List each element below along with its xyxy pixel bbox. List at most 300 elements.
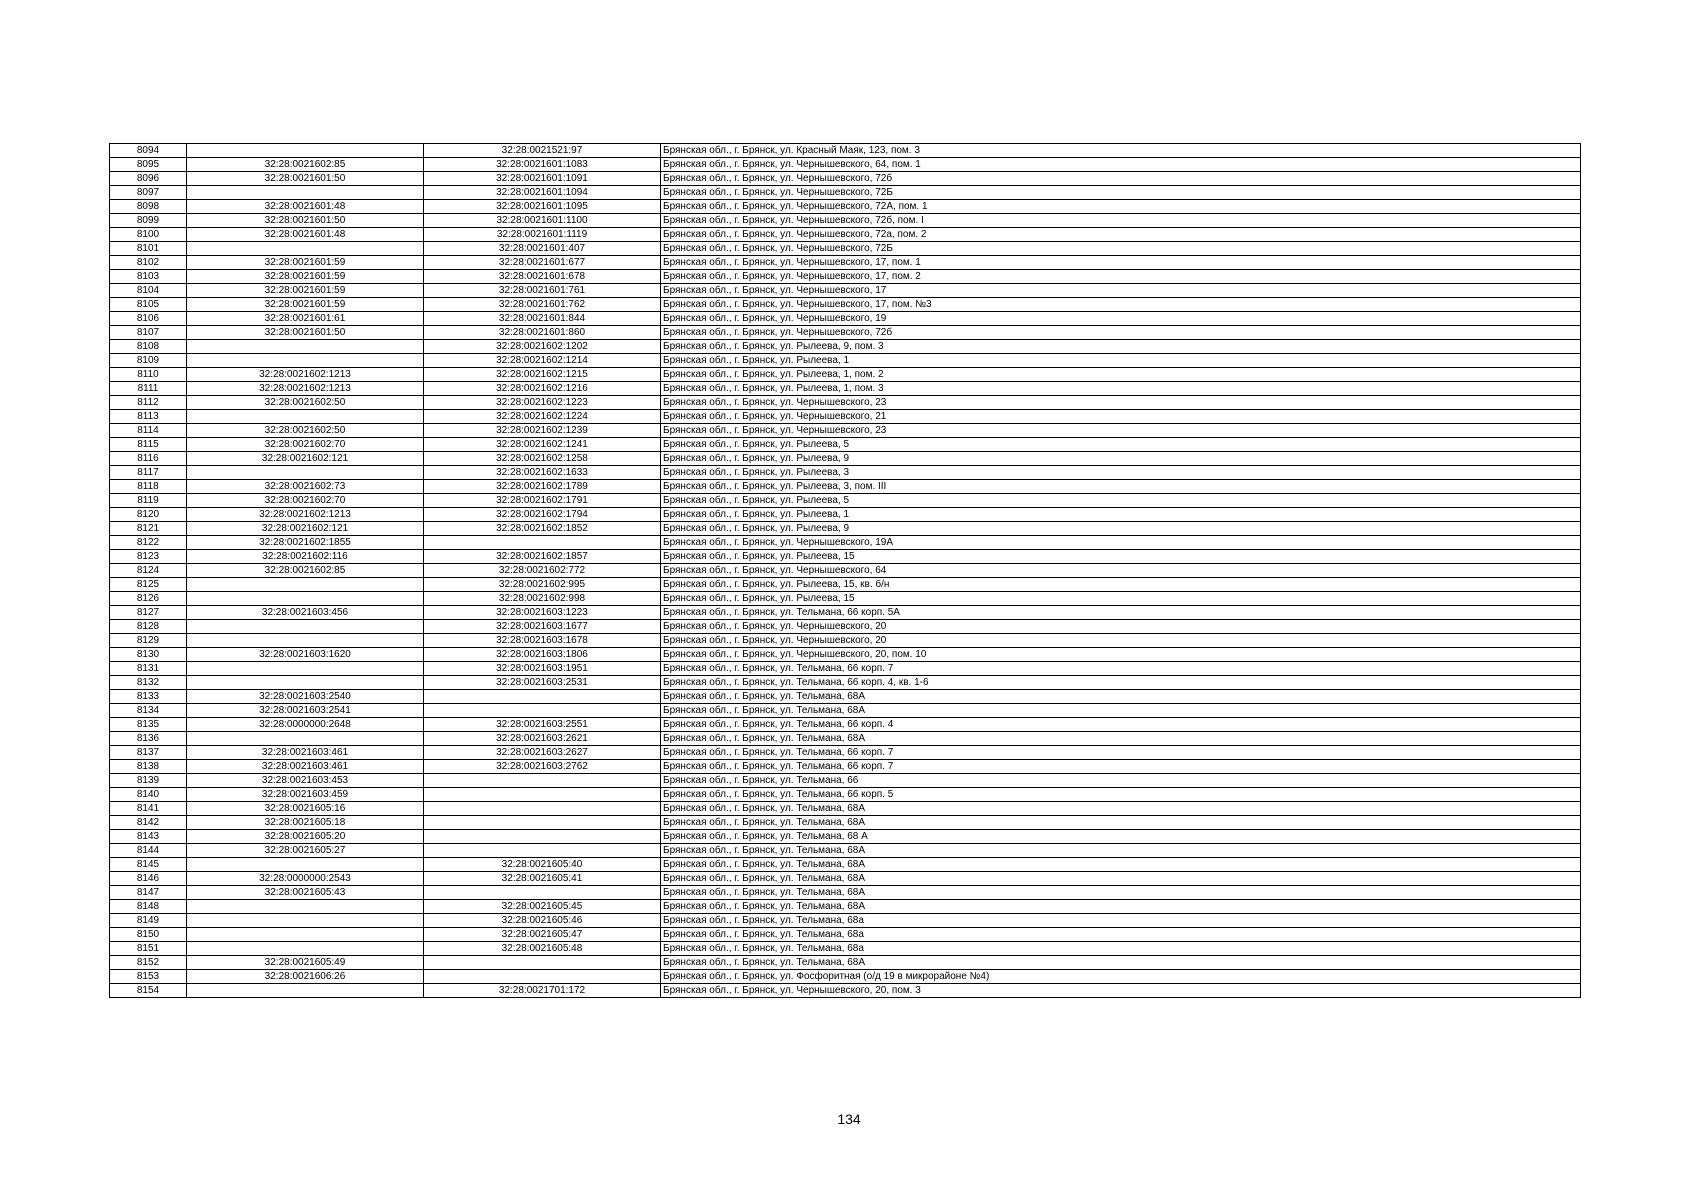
cadastral-number-cell: 32:28:0021605:49 [187,956,424,970]
row-number-cell: 8124 [110,564,187,578]
row-number-cell: 8120 [110,508,187,522]
cadastral-number-cell: 32:28:0021603:456 [187,606,424,620]
cadastral-number-cell: 32:28:0021601:50 [187,214,424,228]
address-cell: Брянская обл., г. Брянск, ул. Тельмана, 68А [661,956,1581,970]
cadastral-number-cell: 32:28:0021605:20 [187,830,424,844]
cadastral-number-cell [187,340,424,354]
row-number-cell: 8129 [110,634,187,648]
row-number-cell: 8095 [110,158,187,172]
cadastral-number-cell: 32:28:0021601:59 [187,270,424,284]
object-cadastral-number-cell: 32:28:0021603:1223 [424,606,661,620]
cadastral-number-cell: 32:28:0021601:48 [187,228,424,242]
object-cadastral-number-cell [424,830,661,844]
object-cadastral-number-cell: 32:28:0021603:1678 [424,634,661,648]
cadastral-number-cell: 32:28:0021602:121 [187,452,424,466]
address-cell: Брянская обл., г. Брянск, ул. Чернышевского, 20 [661,620,1581,634]
row-number-cell: 8135 [110,718,187,732]
cadastral-number-cell: 32:28:0021605:18 [187,816,424,830]
table-row [110,802,1581,816]
cadastral-number-cell: 32:28:0021602:70 [187,494,424,508]
object-cadastral-number-cell: 32:28:0021602:1216 [424,382,661,396]
table-row [110,354,1581,368]
row-number-cell: 8145 [110,858,187,872]
row-number-cell: 8153 [110,970,187,984]
address-cell: Брянская обл., г. Брянск, ул. Чернышевского, 72Б [661,186,1581,200]
cadastral-number-cell [187,592,424,606]
address-cell: Брянская обл., г. Брянск, ул. Фосфоритная (о/д 19 в микрорайоне №4) [661,970,1581,984]
row-number-cell: 8104 [110,284,187,298]
address-cell: Брянская обл., г. Брянск, ул. Тельмана, 66 [661,774,1581,788]
object-cadastral-number-cell [424,816,661,830]
address-cell: Брянская обл., г. Брянск, ул. Чернышевского, 72б, пом. I [661,214,1581,228]
row-number-cell: 8101 [110,242,187,256]
address-cell: Брянская обл., г. Брянск, ул. Тельмана, 68 А [661,830,1581,844]
cadastral-number-cell: 32:28:0021601:61 [187,312,424,326]
object-cadastral-number-cell: 32:28:0021602:1214 [424,354,661,368]
address-cell: Брянская обл., г. Брянск, ул. Чернышевского, 19А [661,536,1581,550]
address-cell: Брянская обл., г. Брянск, ул. Тельмана, 66 корп. 7 [661,746,1581,760]
cadastral-number-cell: 32:28:0021602:116 [187,550,424,564]
table-row [110,382,1581,396]
table-row [110,662,1581,676]
address-cell: Брянская обл., г. Брянск, ул. Рылеева, 3 [661,466,1581,480]
cadastral-number-cell: 32:28:0021603:2541 [187,704,424,718]
page-number: 134 [837,1111,861,1127]
row-number-cell: 8097 [110,186,187,200]
object-cadastral-number-cell [424,774,661,788]
cadastral-number-cell [187,914,424,928]
table-row [110,326,1581,340]
cadastral-number-cell: 32:28:0021601:50 [187,172,424,186]
address-cell: Брянская обл., г. Брянск, ул. Рылеева, 1 [661,508,1581,522]
table-row [110,284,1581,298]
cadastral-number-cell [187,186,424,200]
table-row [110,704,1581,718]
table-row [110,970,1581,984]
address-cell: Брянская обл., г. Брянск, ул. Чернышевского, 64, пом. 1 [661,158,1581,172]
table-row [110,956,1581,970]
cadastral-number-cell [187,984,424,998]
cadastral-number-cell: 32:28:0021605:43 [187,886,424,900]
address-cell: Брянская обл., г. Брянск, ул. Тельмана, 68А [661,900,1581,914]
object-cadastral-number-cell: 32:28:0021602:1202 [424,340,661,354]
object-cadastral-number-cell: 32:28:0021601:1083 [424,158,661,172]
table-row [110,774,1581,788]
table-row [110,242,1581,256]
table-row [110,452,1581,466]
table-row [110,550,1581,564]
cadastral-number-cell: 32:28:0000000:2648 [187,718,424,732]
row-number-cell: 8126 [110,592,187,606]
cadastral-number-cell [187,354,424,368]
registry-table [109,143,1581,998]
address-cell: Брянская обл., г. Брянск, ул. Чернышевского, 17, пом. 2 [661,270,1581,284]
object-cadastral-number-cell: 32:28:0021603:2621 [424,732,661,746]
object-cadastral-number-cell [424,536,661,550]
address-cell: Брянская обл., г. Брянск, ул. Тельмана, 68А [661,732,1581,746]
object-cadastral-number-cell: 32:28:0021605:40 [424,858,661,872]
table-row [110,312,1581,326]
address-cell: Брянская обл., г. Брянск, ул. Чернышевского, 21 [661,410,1581,424]
row-number-cell: 8147 [110,886,187,900]
address-cell: Брянская обл., г. Брянск, ул. Рылеева, 5 [661,438,1581,452]
row-number-cell: 8127 [110,606,187,620]
object-cadastral-number-cell: 32:28:0021601:1119 [424,228,661,242]
table-row [110,536,1581,550]
object-cadastral-number-cell: 32:28:0021603:2531 [424,676,661,690]
table-row [110,494,1581,508]
object-cadastral-number-cell: 32:28:0021602:998 [424,592,661,606]
address-cell: Брянская обл., г. Брянск, ул. Рылеева, 9 [661,522,1581,536]
cadastral-number-cell [187,620,424,634]
object-cadastral-number-cell: 32:28:0021602:1852 [424,522,661,536]
cadastral-number-cell: 32:28:0021603:453 [187,774,424,788]
address-cell: Брянская обл., г. Брянск, ул. Тельмана, 68а [661,914,1581,928]
object-cadastral-number-cell: 32:28:0021602:1789 [424,480,661,494]
row-number-cell: 8143 [110,830,187,844]
cadastral-number-cell [187,662,424,676]
row-number-cell: 8119 [110,494,187,508]
address-cell: Брянская обл., г. Брянск, ул. Чернышевского, 17, пом. №3 [661,298,1581,312]
table-row [110,158,1581,172]
object-cadastral-number-cell: 32:28:0021602:1633 [424,466,661,480]
row-number-cell: 8144 [110,844,187,858]
address-cell: Брянская обл., г. Брянск, ул. Чернышевского, 72б [661,172,1581,186]
row-number-cell: 8096 [110,172,187,186]
table-row [110,340,1581,354]
address-cell: Брянская обл., г. Брянск, ул. Тельмана, 68а [661,928,1581,942]
table-row [110,410,1581,424]
cadastral-number-cell [187,900,424,914]
row-number-cell: 8123 [110,550,187,564]
object-cadastral-number-cell [424,690,661,704]
cadastral-number-cell: 32:28:0021601:48 [187,200,424,214]
cadastral-number-cell [187,578,424,592]
cadastral-number-cell: 32:28:0021603:2540 [187,690,424,704]
address-cell: Брянская обл., г. Брянск, ул. Рылеева, 5 [661,494,1581,508]
row-number-cell: 8142 [110,816,187,830]
object-cadastral-number-cell: 32:28:0021601:677 [424,256,661,270]
row-number-cell: 8102 [110,256,187,270]
address-cell: Брянская обл., г. Брянск, ул. Рылеева, 15, кв. б/н [661,578,1581,592]
object-cadastral-number-cell: 32:28:0021603:1677 [424,620,661,634]
address-cell: Брянская обл., г. Брянск, ул. Рылеева, 15 [661,550,1581,564]
object-cadastral-number-cell: 32:28:0021602:1258 [424,452,661,466]
cadastral-number-cell: 32:28:0021602:50 [187,424,424,438]
address-cell: Брянская обл., г. Брянск, ул. Тельмана, 66 корп. 5А [661,606,1581,620]
address-cell: Брянская обл., г. Брянск, ул. Рылеева, 15 [661,592,1581,606]
row-number-cell: 8138 [110,760,187,774]
object-cadastral-number-cell: 32:28:0021602:1794 [424,508,661,522]
table-row [110,914,1581,928]
row-number-cell: 8136 [110,732,187,746]
table-row [110,606,1581,620]
cadastral-number-cell: 32:28:0021605:27 [187,844,424,858]
row-number-cell: 8148 [110,900,187,914]
address-cell: Брянская обл., г. Брянск, ул. Тельмана, 68А [661,704,1581,718]
address-cell: Брянская обл., г. Брянск, ул. Чернышевского, 20, пом. 10 [661,648,1581,662]
table-row [110,200,1581,214]
object-cadastral-number-cell: 32:28:0021605:46 [424,914,661,928]
table-row [110,592,1581,606]
cadastral-number-cell: 32:28:0021603:459 [187,788,424,802]
row-number-cell: 8103 [110,270,187,284]
address-cell: Брянская обл., г. Брянск, ул. Тельмана, 68а [661,942,1581,956]
object-cadastral-number-cell: 32:28:0021602:1857 [424,550,661,564]
object-cadastral-number-cell: 32:28:0021603:2551 [424,718,661,732]
object-cadastral-number-cell [424,956,661,970]
object-cadastral-number-cell: 32:28:0021602:1239 [424,424,661,438]
row-number-cell: 8132 [110,676,187,690]
row-number-cell: 8098 [110,200,187,214]
cadastral-number-cell: 32:28:0021602:1213 [187,382,424,396]
object-cadastral-number-cell: 32:28:0021602:1241 [424,438,661,452]
table-row [110,508,1581,522]
row-number-cell: 8130 [110,648,187,662]
table-row [110,368,1581,382]
cadastral-number-cell: 32:28:0021602:121 [187,522,424,536]
row-number-cell: 8149 [110,914,187,928]
address-cell: Брянская обл., г. Брянск, ул. Рылеева, 1, пом. 3 [661,382,1581,396]
object-cadastral-number-cell: 32:28:0021602:1223 [424,396,661,410]
table-row [110,788,1581,802]
row-number-cell: 8134 [110,704,187,718]
row-number-cell: 8146 [110,872,187,886]
cadastral-number-cell: 32:28:0021602:70 [187,438,424,452]
cadastral-number-cell [187,928,424,942]
address-cell: Брянская обл., г. Брянск, ул. Тельмана, 66 корп. 4 [661,718,1581,732]
object-cadastral-number-cell: 32:28:0021605:48 [424,942,661,956]
cadastral-number-cell: 32:28:0021603:461 [187,746,424,760]
object-cadastral-number-cell: 32:28:0021602:1215 [424,368,661,382]
table-row [110,928,1581,942]
address-cell: Брянская обл., г. Брянск, ул. Чернышевского, 64 [661,564,1581,578]
row-number-cell: 8099 [110,214,187,228]
row-number-cell: 8100 [110,228,187,242]
address-cell: Брянская обл., г. Брянск, ул. Чернышевского, 17 [661,284,1581,298]
address-cell: Брянская обл., г. Брянск, ул. Чернышевского, 23 [661,424,1581,438]
address-cell: Брянская обл., г. Брянск, ул. Чернышевского, 20 [661,634,1581,648]
table-row [110,256,1581,270]
table-row [110,522,1581,536]
object-cadastral-number-cell: 32:28:0021602:772 [424,564,661,578]
table-row [110,214,1581,228]
row-number-cell: 8115 [110,438,187,452]
cadastral-number-cell [187,242,424,256]
address-cell: Брянская обл., г. Брянск, ул. Красный Маяк, 123, пом. 3 [661,144,1581,158]
cadastral-number-cell: 32:28:0021602:73 [187,480,424,494]
address-cell: Брянская обл., г. Брянск, ул. Чернышевского, 72б [661,326,1581,340]
row-number-cell: 8113 [110,410,187,424]
row-number-cell: 8139 [110,774,187,788]
address-cell: Брянская обл., г. Брянск, ул. Рылеева, 3, пом. III [661,480,1581,494]
row-number-cell: 8133 [110,690,187,704]
row-number-cell: 8121 [110,522,187,536]
cadastral-number-cell [187,634,424,648]
table-row [110,424,1581,438]
table-row [110,886,1581,900]
object-cadastral-number-cell: 32:28:0021603:2762 [424,760,661,774]
address-cell: Брянская обл., г. Брянск, ул. Тельмана, 68А [661,872,1581,886]
address-cell: Брянская обл., г. Брянск, ул. Тельмана, 68А [661,886,1581,900]
object-cadastral-number-cell: 32:28:0021601:1100 [424,214,661,228]
address-cell: Брянская обл., г. Брянск, ул. Рылеева, 9, пом. 3 [661,340,1581,354]
table-row [110,648,1581,662]
address-cell: Брянская обл., г. Брянск, ул. Тельмана, 66 корп. 4, кв. 1-6 [661,676,1581,690]
object-cadastral-number-cell: 32:28:0021601:1095 [424,200,661,214]
table-row [110,844,1581,858]
cadastral-number-cell [187,676,424,690]
table-row [110,144,1581,158]
row-number-cell: 8122 [110,536,187,550]
address-cell: Брянская обл., г. Брянск, ул. Тельмана, 68А [661,844,1581,858]
address-cell: Брянская обл., г. Брянск, ул. Рылеева, 1, пом. 2 [661,368,1581,382]
row-number-cell: 8125 [110,578,187,592]
table-row [110,676,1581,690]
row-number-cell: 8111 [110,382,187,396]
row-number-cell: 8118 [110,480,187,494]
table-row [110,578,1581,592]
table-row [110,858,1581,872]
object-cadastral-number-cell: 32:28:0021602:1224 [424,410,661,424]
table-row [110,942,1581,956]
cadastral-number-cell [187,410,424,424]
cadastral-number-cell: 32:28:0021601:50 [187,326,424,340]
row-number-cell: 8131 [110,662,187,676]
cadastral-number-cell: 32:28:0021603:1620 [187,648,424,662]
object-cadastral-number-cell: 32:28:0021601:762 [424,298,661,312]
row-number-cell: 8152 [110,956,187,970]
object-cadastral-number-cell: 32:28:0021602:1791 [424,494,661,508]
row-number-cell: 8106 [110,312,187,326]
table-row [110,900,1581,914]
table-row [110,564,1581,578]
object-cadastral-number-cell: 32:28:0021605:45 [424,900,661,914]
row-number-cell: 8114 [110,424,187,438]
object-cadastral-number-cell: 32:28:0021701:172 [424,984,661,998]
row-number-cell: 8128 [110,620,187,634]
cadastral-number-cell: 32:28:0021602:1855 [187,536,424,550]
table-row [110,270,1581,284]
row-number-cell: 8137 [110,746,187,760]
object-cadastral-number-cell: 32:28:0021601:407 [424,242,661,256]
table-row [110,480,1581,494]
object-cadastral-number-cell: 32:28:0021601:761 [424,284,661,298]
row-number-cell: 8140 [110,788,187,802]
cadastral-number-cell [187,466,424,480]
row-number-cell: 8108 [110,340,187,354]
cadastral-number-cell: 32:28:0021606:26 [187,970,424,984]
table-row [110,634,1581,648]
table-row [110,732,1581,746]
cadastral-number-cell [187,942,424,956]
table-row [110,396,1581,410]
table-row [110,872,1581,886]
cadastral-number-cell [187,858,424,872]
cadastral-number-cell [187,144,424,158]
row-number-cell: 8151 [110,942,187,956]
object-cadastral-number-cell: 32:28:0021601:678 [424,270,661,284]
address-cell: Брянская обл., г. Брянск, ул. Тельмана, 66 корп. 7 [661,760,1581,774]
row-number-cell: 8094 [110,144,187,158]
cadastral-number-cell: 32:28:0021602:85 [187,158,424,172]
table-row [110,186,1581,200]
object-cadastral-number-cell: 32:28:0021601:860 [424,326,661,340]
object-cadastral-number-cell: 32:28:0021603:2627 [424,746,661,760]
address-cell: Брянская обл., г. Брянск, ул. Тельмана, 68А [661,690,1581,704]
cadastral-number-cell: 32:28:0021601:59 [187,284,424,298]
table-row [110,466,1581,480]
object-cadastral-number-cell: 32:28:0021601:844 [424,312,661,326]
table-row [110,830,1581,844]
object-cadastral-number-cell [424,970,661,984]
cadastral-number-cell: 32:28:0021602:85 [187,564,424,578]
cadastral-number-cell [187,732,424,746]
address-cell: Брянская обл., г. Брянск, ул. Рылеева, 9 [661,452,1581,466]
address-cell: Брянская обл., г. Брянск, ул. Чернышевского, 72А, пом. 1 [661,200,1581,214]
cadastral-number-cell: 32:28:0021602:50 [187,396,424,410]
row-number-cell: 8110 [110,368,187,382]
table-row [110,816,1581,830]
object-cadastral-number-cell: 32:28:0021601:1091 [424,172,661,186]
address-cell: Брянская обл., г. Брянск, ул. Тельмана, 66 корп. 5 [661,788,1581,802]
object-cadastral-number-cell [424,886,661,900]
table-row [110,172,1581,186]
address-cell: Брянская обл., г. Брянск, ул. Тельмана, 68А [661,802,1581,816]
object-cadastral-number-cell: 32:28:0021605:41 [424,872,661,886]
row-number-cell: 8109 [110,354,187,368]
table-row [110,228,1581,242]
address-cell: Брянская обл., г. Брянск, ул. Чернышевского, 19 [661,312,1581,326]
row-number-cell: 8150 [110,928,187,942]
row-number-cell: 8107 [110,326,187,340]
row-number-cell: 8116 [110,452,187,466]
table-row [110,984,1581,998]
address-cell: Брянская обл., г. Брянск, ул. Тельмана, 68А [661,816,1581,830]
table-row [110,746,1581,760]
row-number-cell: 8117 [110,466,187,480]
cadastral-number-cell: 32:28:0021601:59 [187,298,424,312]
cadastral-number-cell: 32:28:0021603:461 [187,760,424,774]
table-row [110,718,1581,732]
address-cell: Брянская обл., г. Брянск, ул. Чернышевского, 72Б [661,242,1581,256]
table-row [110,298,1581,312]
address-cell: Брянская обл., г. Брянск, ул. Тельмана, 68А [661,858,1581,872]
cadastral-number-cell: 32:28:0021605:16 [187,802,424,816]
cadastral-number-cell: 32:28:0021601:59 [187,256,424,270]
address-cell: Брянская обл., г. Брянск, ул. Чернышевского, 72а, пом. 2 [661,228,1581,242]
object-cadastral-number-cell [424,844,661,858]
address-cell: Брянская обл., г. Брянск, ул. Чернышевского, 20, пом. 3 [661,984,1581,998]
row-number-cell: 8141 [110,802,187,816]
table-row [110,438,1581,452]
table-row [110,690,1581,704]
row-number-cell: 8154 [110,984,187,998]
row-number-cell: 8112 [110,396,187,410]
object-cadastral-number-cell [424,802,661,816]
address-cell: Брянская обл., г. Брянск, ул. Чернышевского, 17, пом. 1 [661,256,1581,270]
cadastral-number-cell: 32:28:0021602:1213 [187,508,424,522]
object-cadastral-number-cell: 32:28:0021521:97 [424,144,661,158]
object-cadastral-number-cell: 32:28:0021602:995 [424,578,661,592]
registry-table-body [110,144,1581,998]
object-cadastral-number-cell: 32:28:0021605:47 [424,928,661,942]
cadastral-number-cell: 32:28:0000000:2543 [187,872,424,886]
object-cadastral-number-cell: 32:28:0021603:1806 [424,648,661,662]
table-row [110,620,1581,634]
address-cell: Брянская обл., г. Брянск, ул. Чернышевского, 23 [661,396,1581,410]
address-cell: Брянская обл., г. Брянск, ул. Тельмана, 66 корп. 7 [661,662,1581,676]
